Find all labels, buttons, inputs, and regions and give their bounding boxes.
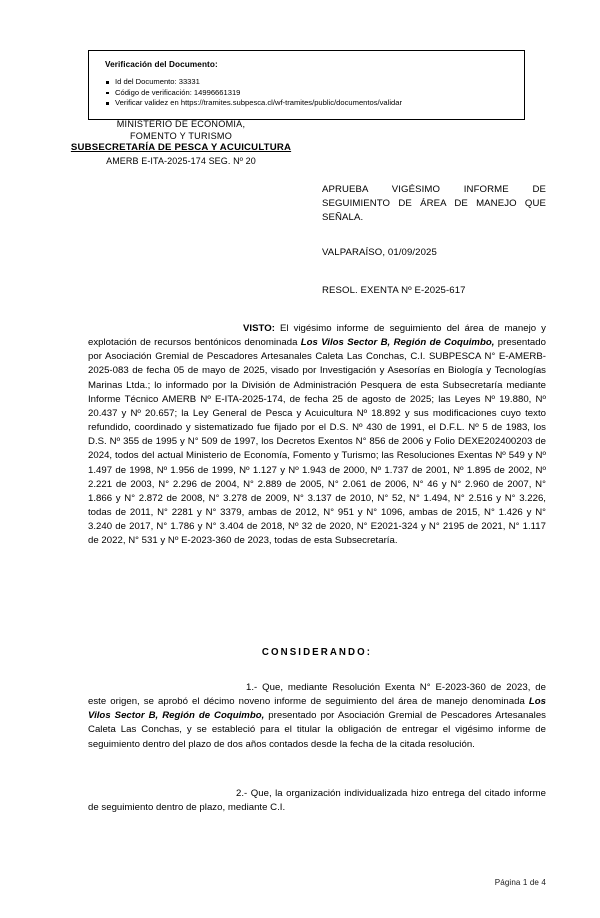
page-footer: Página 1 de 4 — [494, 878, 546, 887]
visto-text-part1: El vigésimo informe de seguimiento del área de manejo y explotación de recursos bentónicos denominada — [88, 323, 546, 349]
considerando-2-text: 2.- Que, la organización individualizada hizo entrega del citado informe de seguimiento dentro de plazo, mediante C.I. — [88, 788, 546, 814]
considerando-1-text-part1: 1.- Que, mediante Resolución Exenta N° E-2023-360 de 2023, de este origen, se aprobó el décimo noveno informe de seguimiento del área de manejo denominada — [88, 682, 546, 708]
letterhead-amerb-code: AMERB E-ITA-2025-174 SEG. Nº 20 — [106, 155, 256, 166]
considerando-item-2 — [88, 787, 546, 815]
visto-text-part2: presentado por Asociación Gremial de Pescadores Artesanales Caleta Las Conchas, C.I. SUBPESCA N° E-AMERB-2025-083 de fecha 05 de mayo de 2025, visado por Investigación y Asesorías en Biología y Tecnologías Marinas Ltda.; lo informado por la División de Administración Pesquera de esta Subsecretaría mediante Informe Técnico AMERB Nº E-ITA-2025-174, de fecha 25 de agosto de 2025; las Leyes Nº 19.880, Nº 20.437 y Nº 20.657; la Ley General de Pesca y Acuicultura Nº 18.892 y sus modificaciones cuyo texto refundido, coordinado y sistematizado fue fijado por el D.S. Nº 430 de 1991, el D.F.L. Nº 5 de 1983, los D.S. Nº 355 de 1995 y N° 509 de 1997, los Decretos Exentos N° 856 de 2006 y Folio DEXE202400203 de 2024, todos del actual Ministerio de Economía, Fomento y Turismo; las Resoluciones Exentas Nº 549 y Nº 1.497 de 1998, Nº 1.956 de 1999, Nº 1.127 y Nº 1.943 de 2000, Nº 1.737 de 2001, Nº 1.895 de 2002, Nº 2.221 de 2003, N° 2.296 de 2004, N° 2.889 de 2005, N° 2.061 de 2006, N° 46 y N° 2.960 de 2007, N° 1.866 y N° 2.872 de 2008, N° 3.278 de 2009, N° 3.137 de 2010, N° 52, N° 1.494, N° 2.516 y N° 3.226, todas de 2011, N° 2281 y N° 3379, ambas de 2012, N° 951 y N° 1096, ambas de 2015, N° 1.426 y N° 3.240 de 2017, N° 1.786 y N° 3.404 de 2018, Nº 32 de 2020, N° E2021-324 y N° 2195 de 2021, N° 1.117 de 2022, N° 531 y Nº E-2023-360 de 2023, todas de esta Subsecretaría. — [88, 337, 546, 547]
visto-paragraph — [88, 322, 546, 549]
considerando-1-text-part2: presentado por Asociación Gremial de Pescadores Artesanales Caleta Las Conchas, y se estableció para el titular la obligación de entregar el vigésimo informe de seguimiento dentro del plazo de dos años contados desde la fecha de la citada resolución. — [88, 710, 546, 750]
verification-box — [88, 50, 525, 120]
considerando-heading: CONSIDERANDO: — [261, 647, 373, 658]
subject-text: APRUEBA VIGÉSIMO INFORME DE SEGUIMIENTO DE ÁREA DE MANEJO QUE SEÑALA. — [322, 184, 546, 223]
verification-item-code: Código de verificación: 14996661319 — [103, 88, 512, 99]
letterhead-ministry-line1: MINISTERIO DE ECONOMÍA, — [116, 119, 246, 129]
verification-item-document-id: Id del Documento: 33331 — [103, 77, 512, 88]
letterhead — [36, 119, 326, 168]
subject-block — [322, 183, 546, 225]
letterhead-subsecretaria: SUBSECRETARÍA DE PESCA Y ACUICULTURA — [70, 142, 292, 154]
letterhead-ministry-line2: FOMENTO Y TURISMO — [129, 130, 233, 141]
resolution-number: RESOL. EXENTA Nº E-2025-617 — [322, 285, 466, 296]
verification-item-url: Verificar validez en https://tramites.subpesca.cl/wf-tramites/public/documentos/validar — [103, 98, 512, 109]
verification-title: Verificación del Documento: — [105, 60, 218, 69]
visto-label: VISTO: — [243, 323, 275, 334]
area-name-considerando: Los Vilos Sector B, Región de Coquimbo, — [88, 696, 546, 722]
verification-list — [103, 77, 512, 109]
considerando-item-1 — [88, 681, 546, 752]
place-and-date: VALPARAÍSO, 01/09/2025 — [322, 247, 437, 258]
area-name-visto: Los Vilos Sector B, Región de Coquimbo, — [300, 337, 495, 349]
